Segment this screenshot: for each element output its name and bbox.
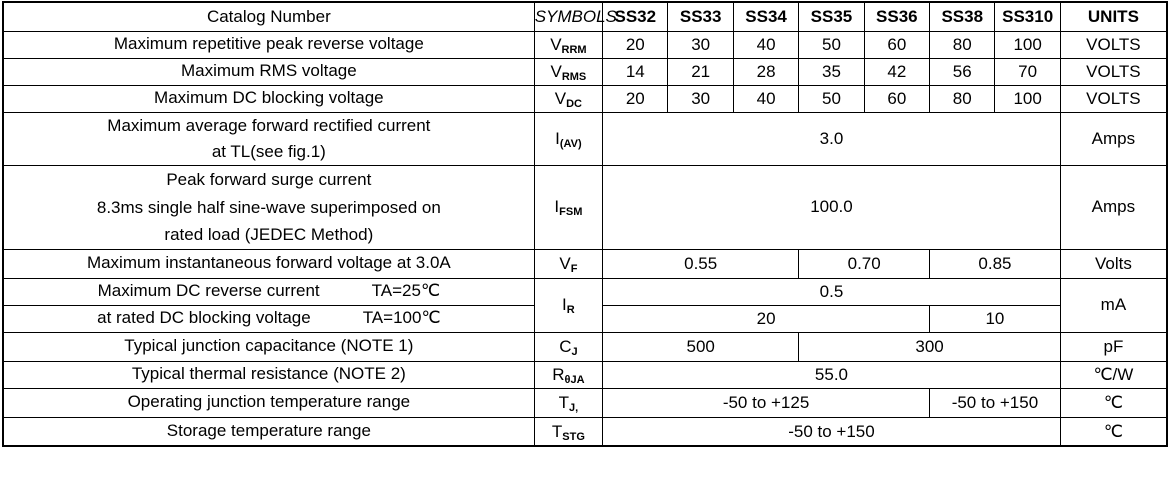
table-row xyxy=(3,85,1167,112)
symbol-base: T xyxy=(558,392,569,412)
symbol-base: I xyxy=(554,197,560,217)
cell-value: 100 xyxy=(995,85,1060,112)
cell-value: 20 xyxy=(603,31,668,58)
row-label-text: at rated DC blocking voltage xyxy=(97,308,311,328)
row-units: pF xyxy=(1060,332,1167,361)
table-row xyxy=(3,58,1167,85)
table-row xyxy=(3,31,1167,58)
row-label-line2: at TL(see fig.1) xyxy=(211,141,326,161)
symbol-base: I xyxy=(562,295,567,315)
cell-value: 35 xyxy=(799,58,864,85)
symbol-sub: FSM xyxy=(559,206,583,219)
cell-value: 80 xyxy=(930,31,995,58)
symbol-base: V xyxy=(554,88,567,108)
cell-value: -50 to +125 xyxy=(603,388,930,417)
row-label-iav xyxy=(3,112,534,166)
header-part-ss33: SS33 xyxy=(668,2,733,31)
cell-value: 300 xyxy=(799,332,1061,361)
symbol-sub: STG xyxy=(562,430,585,443)
header-symbols: SYMBOLS xyxy=(534,2,602,31)
cell-value: 50 xyxy=(799,31,864,58)
row-label-line3: rated load (JEDEC Method) xyxy=(164,225,374,245)
symbol-base: V xyxy=(550,34,562,54)
symbol-sub: J xyxy=(571,345,578,358)
row-label-vdc: Maximum DC blocking voltage xyxy=(3,85,534,112)
row-symbol-vf xyxy=(534,249,602,278)
symbol-base: T xyxy=(551,421,563,441)
row-units: mA xyxy=(1060,278,1167,332)
row-symbol-rthja xyxy=(534,361,602,388)
table-row xyxy=(3,417,1167,446)
row-label-ifsm xyxy=(3,166,534,250)
cell-value-iav: 3.0 xyxy=(603,112,1061,166)
header-units: UNITS xyxy=(1060,2,1167,31)
symbol-sub: (AV) xyxy=(559,137,582,150)
table-row xyxy=(3,388,1167,417)
row-units: ℃/W xyxy=(1060,361,1167,388)
row-label-vf: Maximum instantaneous forward voltage at 3.0A xyxy=(3,249,534,278)
row-units: Volts xyxy=(1060,249,1167,278)
cell-value: -50 to +150 xyxy=(603,417,1061,446)
cell-value: 42 xyxy=(864,58,929,85)
symbol-sub: RRM xyxy=(561,43,587,56)
cell-value-ifsm: 100.0 xyxy=(603,166,1061,250)
row-units: ℃ xyxy=(1060,417,1167,446)
symbol-base: V xyxy=(550,61,562,81)
symbol-sub: J, xyxy=(568,401,579,414)
row-label-tstg: Storage temperature range xyxy=(3,417,534,446)
cell-value: 500 xyxy=(603,332,799,361)
row-symbol-vdc xyxy=(534,85,602,112)
symbol-sub: RMS xyxy=(561,70,587,83)
maximum-ratings-table xyxy=(2,1,1168,447)
cell-value: 56 xyxy=(930,58,995,85)
symbol-sub: F xyxy=(570,262,578,275)
cell-value: 10 xyxy=(930,305,1061,332)
row-symbol-tj xyxy=(534,388,602,417)
row-label-ir-line2 xyxy=(3,305,534,332)
header-part-ss36: SS36 xyxy=(864,2,929,31)
cell-value: 20 xyxy=(603,305,930,332)
header-part-ss32: SS32 xyxy=(603,2,668,31)
row-symbol-vrrm xyxy=(534,31,602,58)
table-row xyxy=(3,361,1167,388)
cell-value: 40 xyxy=(733,31,798,58)
row-units: Amps xyxy=(1060,166,1167,250)
header-catalog: Catalog Number xyxy=(3,2,534,31)
symbol-base: V xyxy=(559,253,571,273)
cell-value: 30 xyxy=(668,31,733,58)
symbol-base: R xyxy=(552,364,565,384)
cell-value: 70 xyxy=(995,58,1060,85)
row-symbol-iav xyxy=(534,112,602,166)
row-symbol-vrms xyxy=(534,58,602,85)
row-label-text: Maximum DC reverse current xyxy=(97,281,320,301)
cell-value: 0.85 xyxy=(930,249,1061,278)
table-row xyxy=(3,249,1167,278)
cell-value: 60 xyxy=(864,31,929,58)
row-units: ℃ xyxy=(1060,388,1167,417)
row-label-tj: Operating junction temperature range xyxy=(3,388,534,417)
table-row xyxy=(3,332,1167,361)
cell-value: 0.70 xyxy=(799,249,930,278)
cell-value: 40 xyxy=(733,85,798,112)
symbol-sub: DC xyxy=(566,97,582,110)
row-symbol-ir xyxy=(534,278,602,332)
row-label-line2: 8.3ms single half sine-wave superimposed on xyxy=(96,197,441,217)
cell-value: 100 xyxy=(995,31,1060,58)
row-units: VOLTS xyxy=(1060,58,1167,85)
symbol-base: I xyxy=(555,128,560,148)
row-label-line1: Maximum average forward rectified current xyxy=(107,115,431,135)
header-part-ss35: SS35 xyxy=(799,2,864,31)
cell-value: 55.0 xyxy=(603,361,1061,388)
row-label-condition: TA=100℃ xyxy=(362,308,441,328)
symbol-sub: θJA xyxy=(564,373,585,386)
row-symbol-cj xyxy=(534,332,602,361)
cell-value: 21 xyxy=(668,58,733,85)
row-units: VOLTS xyxy=(1060,31,1167,58)
symbol-base: C xyxy=(559,336,572,356)
cell-value: 20 xyxy=(603,85,668,112)
header-part-ss34: SS34 xyxy=(733,2,798,31)
row-symbol-tstg xyxy=(534,417,602,446)
row-label-line1: Peak forward surge current xyxy=(166,170,372,190)
table-row xyxy=(3,278,1167,305)
cell-value: 60 xyxy=(864,85,929,112)
table-row xyxy=(3,112,1167,166)
cell-value: 50 xyxy=(799,85,864,112)
symbol-sub: R xyxy=(566,304,575,317)
row-label-ir-line1 xyxy=(3,278,534,305)
cell-value: 0.55 xyxy=(603,249,799,278)
cell-value: 28 xyxy=(733,58,798,85)
cell-value: 80 xyxy=(930,85,995,112)
row-label-condition: TA=25℃ xyxy=(371,281,441,301)
row-symbol-ifsm xyxy=(534,166,602,250)
row-units: VOLTS xyxy=(1060,85,1167,112)
row-label-vrms: Maximum RMS voltage xyxy=(3,58,534,85)
row-label-vrrm: Maximum repetitive peak reverse voltage xyxy=(3,31,534,58)
row-label-rthja: Typical thermal resistance (NOTE 2) xyxy=(3,361,534,388)
cell-value-ir-top: 0.5 xyxy=(603,278,1061,305)
table-row xyxy=(3,166,1167,250)
cell-value: -50 to +150 xyxy=(930,388,1061,417)
header-part-ss38: SS38 xyxy=(930,2,995,31)
cell-value: 14 xyxy=(603,58,668,85)
row-label-cj: Typical junction capacitance (NOTE 1) xyxy=(3,332,534,361)
row-units: Amps xyxy=(1060,112,1167,166)
cell-value: 30 xyxy=(668,85,733,112)
header-part-ss310: SS310 xyxy=(995,2,1060,31)
table-header-row xyxy=(3,2,1167,31)
